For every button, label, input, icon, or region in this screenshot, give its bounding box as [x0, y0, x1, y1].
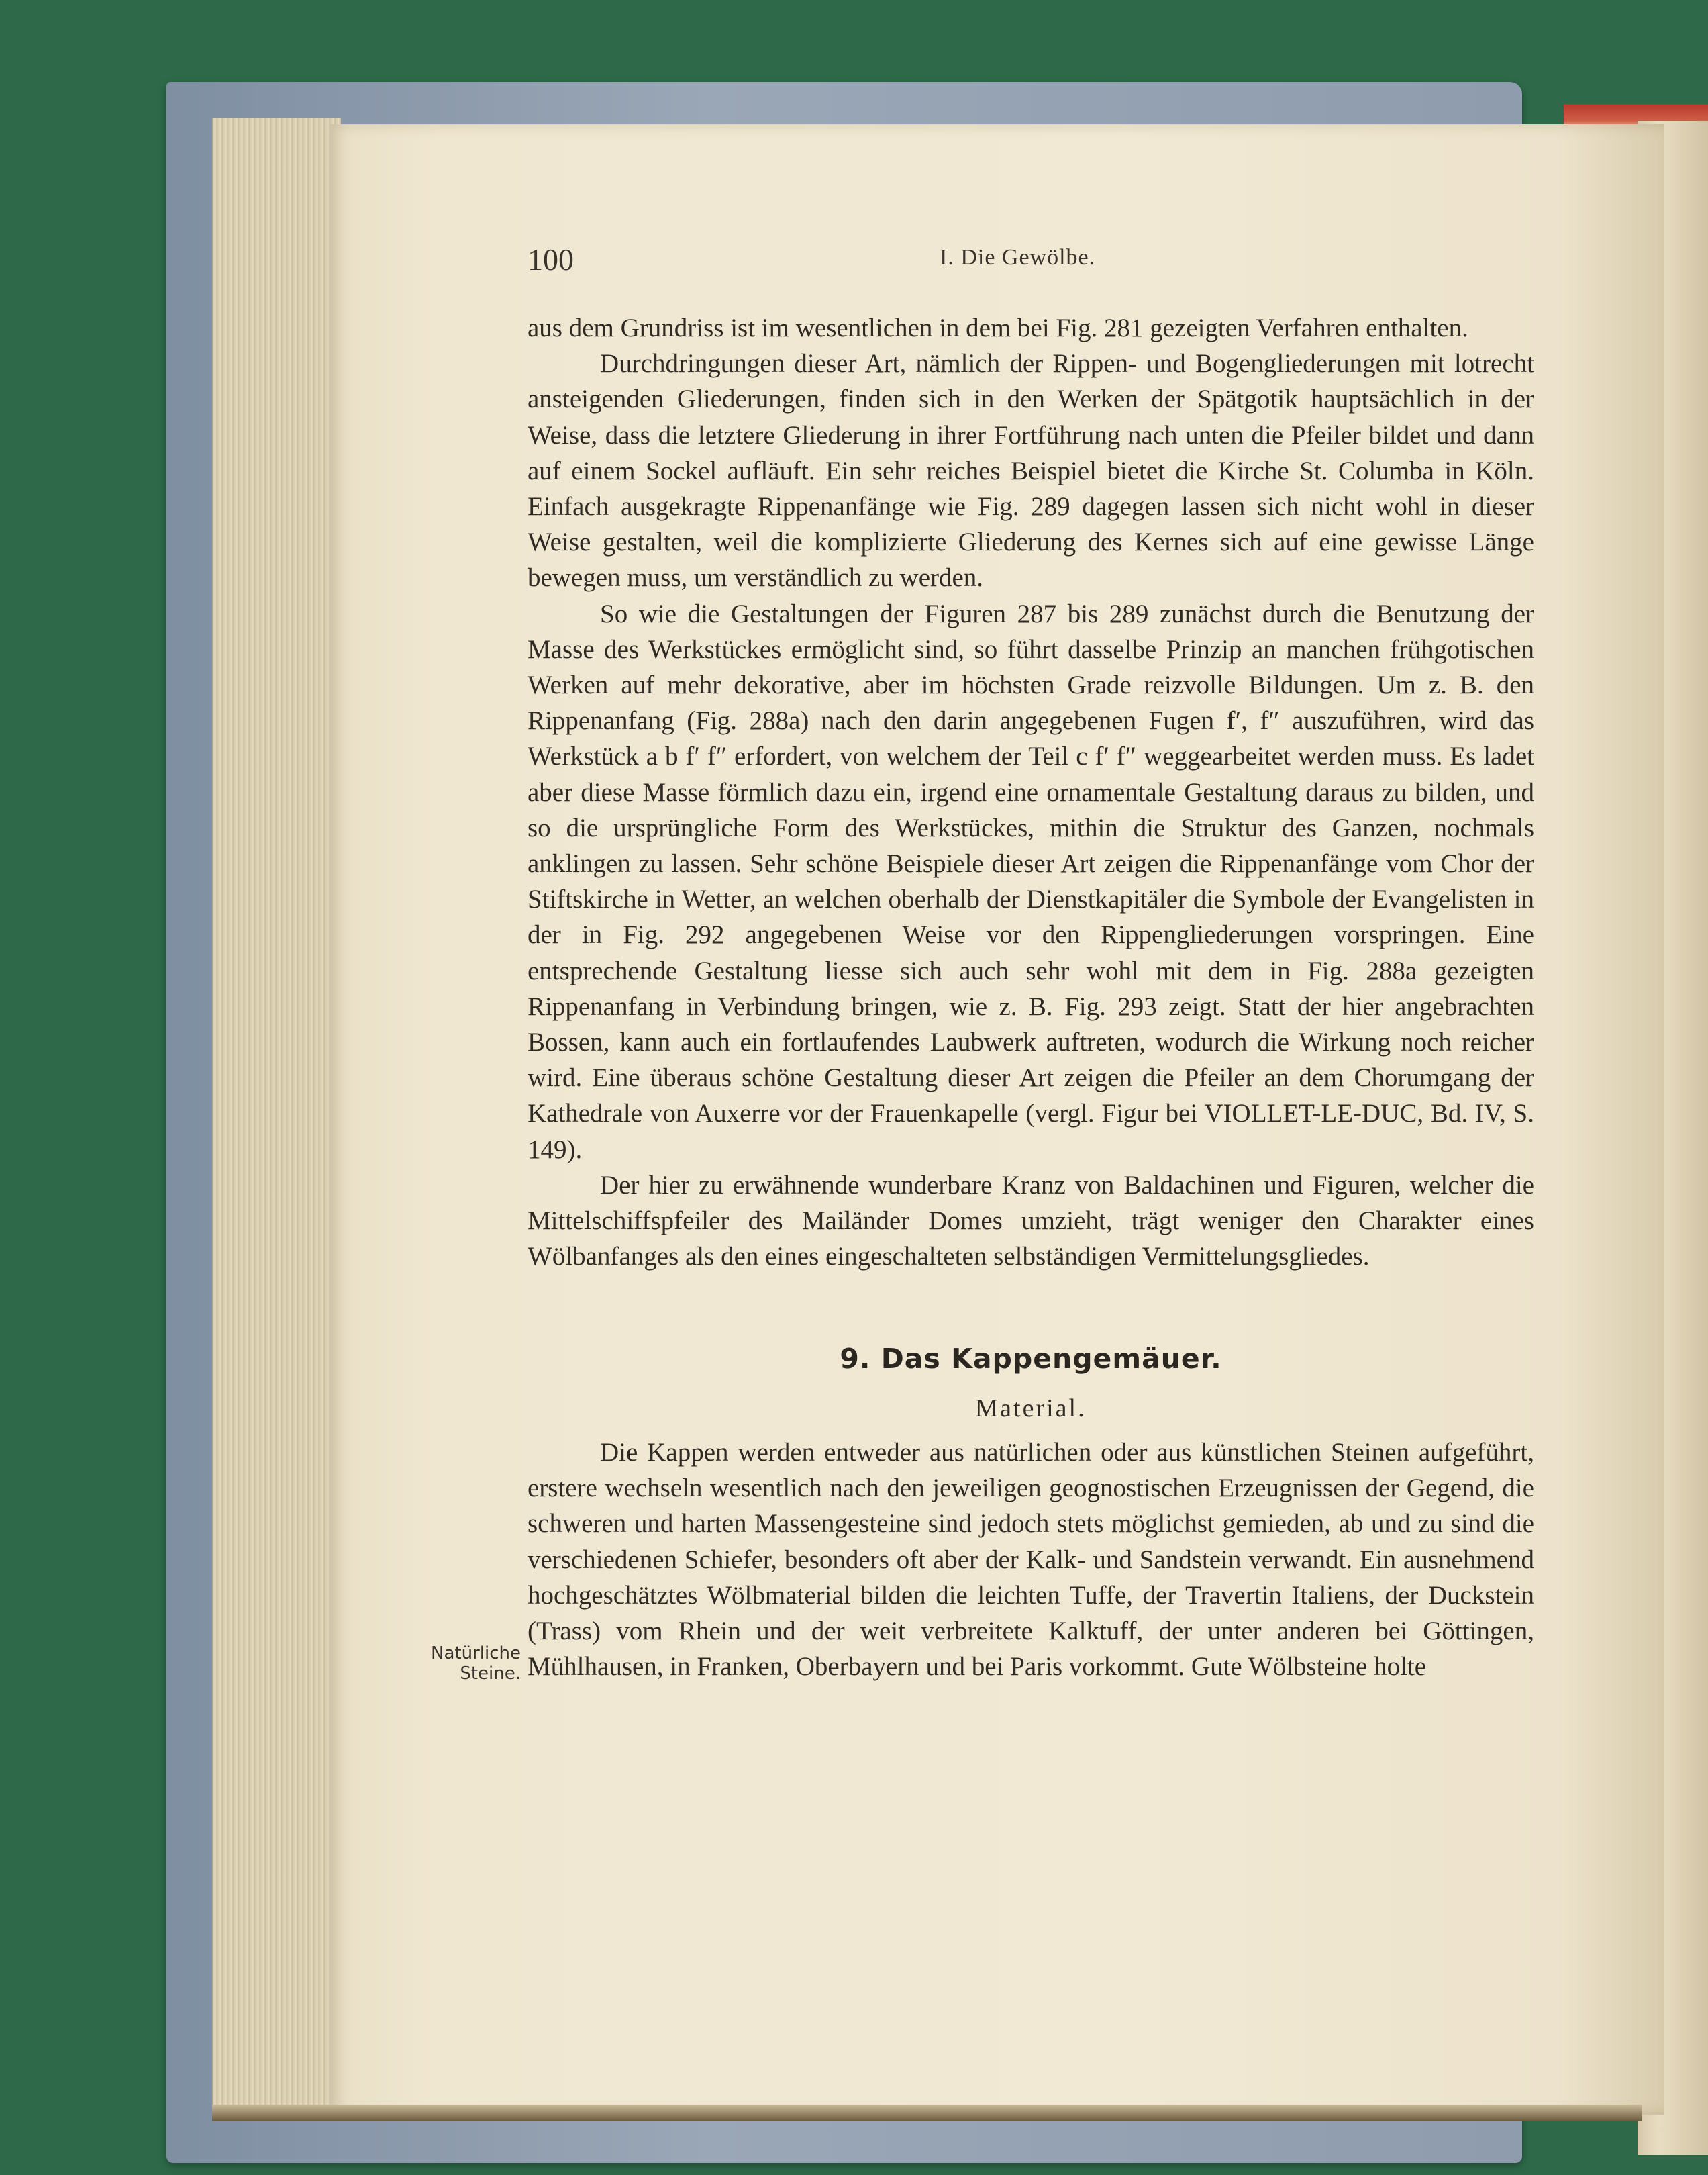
section-paragraph: Die Kappen werden entweder aus natürlichen oder aus künstlichen Steinen aufgeführt, erstere wechseln wesentlich nach den jeweiligen geognostischen Erzeugnissen der Gegend, die schweren und harten Massengesteine sind jedoch stets möglichst gemieden, ab und zu sind die verschiedenen Schiefer, besonders oft aber der Kalk- und Sandstein verwandt. Ein ausnehmend hochgeschätztes Wölbmaterial bilden die leichten Tuffe, der Travertin Italiens, der Duckstein (Trass) vom Rhein und der weit verbreitete Kalktuff, der unter anderen bei Göttingen, Mühlhausen, in Franken, Oberbayern und bei Paris vorkommt. Gute Wölbsteine holte [528, 1437, 1534, 1682]
marginal-note-line-1: Natürliche [431, 1643, 521, 1663]
marginal-note [427, 1643, 521, 1684]
book-bottom-edge [212, 2105, 1642, 2121]
page-number: 100 [528, 242, 574, 277]
section-subtitle: Material. [975, 1394, 1087, 1422]
page-stack-edge [212, 118, 341, 2105]
paragraph-2: Durchdringungen dieser Art, nämlich der Rippen- und Bogengliederungen mit lotrecht ansteigenden Gliederungen, finden sich in den Werken der Spätgotik hauptsächlich in der Weise, dass die letztere Gliederung in ihrer Fortführung nach unten die Pfeiler bildet und dann auf einem Sockel aufläuft. Ein sehr reiches Beispiel bietet die Kirche St. Columba in Köln. Einfach ausgekragte Rippenanfänge wie Fig. 289 dagegen lassen sich nicht wohl in dieser Weise gestalten, weil die komplizierte Gliederung des Kernes sich auf eine gewisse Länge bewegen muss, um verständlich zu werden. [528, 349, 1534, 593]
page-body [528, 310, 1534, 1684]
section-title: 9. Das Kappengemäuer. [840, 1343, 1222, 1375]
paragraph-1: aus dem Grundriss ist im wesentlichen in dem bei Fig. 281 gezeigten Verfahren enthalten. [528, 313, 1468, 342]
paragraph-3: So wie die Gestaltungen der Figuren 287 bis 289 zunächst durch die Benutzung der Masse des Werkstückes ermöglicht sind, so führt dasselbe Prinzip an manchen frühgotischen Werken auf mehr dekorative, aber im höchsten Grade reizvolle Bildungen. Um z. B. den Rippenanfang (Fig. 288a) nach den darin angegebenen Fugen f′, f″ auszuführen, wird das Werkstück a b f′ f″ erfordert, von welchem der Teil c f′ f″ weggearbeitet werden muss. Es ladet aber diese Masse förmlich dazu ein, irgend eine ornamentale Gestaltung daraus zu bilden, und so die ursprüngliche Form des Werkstückes, mithin die Struktur des Ganzen, nochmals anklingen zu lassen. Sehr schöne Beispiele dieser Art zeigen die Rippenanfänge vom Chor der Stiftskirche in Wetter, an welchen oberhalb der Dienstkapitäler die Symbole der Evangelisten in der in Fig. 292 angegebenen Weise vor den Rippengliederungen vorspringen. Eine entsprechende Gestaltung liesse sich auch sehr wohl mit dem in Fig. 288a gezeigten Rippenanfang in Verbindung bringen, wie z. B. Fig. 293 zeigt. Statt der hier angebrachten Bossen, kann auch ein fortlaufendes Laubwerk auftreten, wodurch die Wirkung noch reicher wird. Eine überaus schöne Gestaltung dieser Art zeigen die Pfeiler an dem Chorumgang der Kathedrale von Auxerre vor der Frauenkapelle (vergl. Figur bei VIOLLET-LE-DUC, Bd. IV, S. 149). [528, 599, 1534, 1164]
paragraph-4: Der hier zu erwähnende wunderbare Kranz von Baldachinen und Figuren, welcher die Mittelschiffspfeiler des Mailänder Domes umzieht, trägt weniger den Charakter eines Wölbanfanges als den eines eingeschalteten selbständigen Vermittelungsgliedes. [528, 1170, 1534, 1271]
running-title: I. Die Gewölbe. [940, 245, 1096, 270]
marginal-note-line-2: Steine. [460, 1663, 521, 1684]
